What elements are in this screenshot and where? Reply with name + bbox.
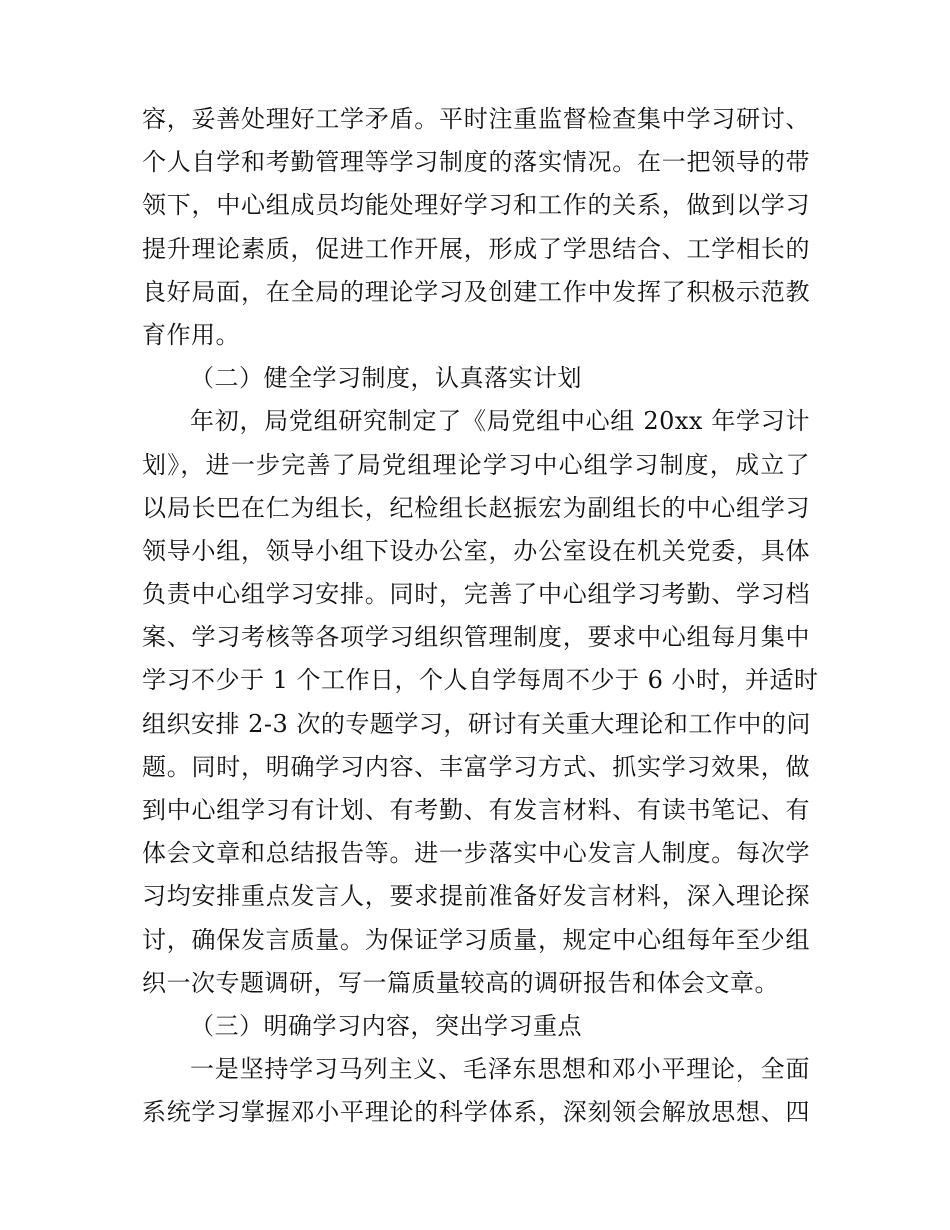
text-line: 负责中心组学习安排。同时，完善了中心组学习考勤、学习档 [142,580,810,609]
document-page [142,98,819,1135]
text-line: 织一次专题调研，写一篇质量较高的调研报告和体会文章。 [142,968,779,997]
text-line: 题。同时，明确学习内容、丰富学习方式、抓实学习效果，做 [142,752,810,781]
text-line: 到中心组学习有计划、有考勤、有发言材料、有读书笔记、有 [142,796,810,824]
text-line: 学习不少于 1 个工作日，个人自学每周不少于 6 小时，并适时 [142,666,819,695]
text-line: 领下，中心组成员均能处理好学习和工作的关系，做到以学习 [142,191,810,220]
text-line: 系统学习掌握邓小平理论的科学体系，深刻领会解放思想、四 [142,1098,810,1127]
text-line: 体会文章和总结报告等。进一步落实中心发言人制度。每次学 [142,839,810,868]
text-line: 年初，局党组研究制定了《局党组中心组 20xx 年学习计 [190,407,810,436]
text-line: 讨，确保发言质量。为保证学习质量，规定中心组每年至少组 [142,925,810,954]
text-line: 习均安排重点发言人，要求提前准备好发言材料，深入理论探 [142,882,810,911]
text-line: 良好局面，在全局的理论学习及创建工作中发挥了积极示范教 [142,277,810,306]
text-line: 划》，进一步完善了局党组理论学习中心组学习制度，成立了 [142,450,810,479]
text-line: 一是坚持学习马列主义、毛泽东思想和邓小平理论，全面 [190,1055,810,1084]
text-line: 案、学习考核等各项学习组织管理制度，要求中心组每月集中 [142,623,810,652]
text-line: 提升理论素质，促进工作开展，形成了学思结合、工学相长的 [142,234,810,263]
text-line: 育作用。 [142,320,240,349]
text-line: 个人自学和考勤管理等学习制度的落实情况。在一把领导的带 [142,148,810,177]
text-line: 领导小组，领导小组下设办公室，办公室设在机关党委，具体 [142,536,810,565]
text-line: 容，妥善处理好工学矛盾。平时注重监督检查集中学习研讨、 [142,105,810,133]
text-line: 以局长巴在仁为组长，纪检组长赵振宏为副组长的中心组学习 [142,493,810,522]
section-heading-3: （三）明确学习内容，突出学习重点 [190,1011,582,1040]
text-line: 组织安排 2-3 次的专题学习，研讨有关重大理论和工作中的问 [142,709,811,738]
section-heading-2: （二）健全学习制度，认真落实计划 [190,364,582,393]
